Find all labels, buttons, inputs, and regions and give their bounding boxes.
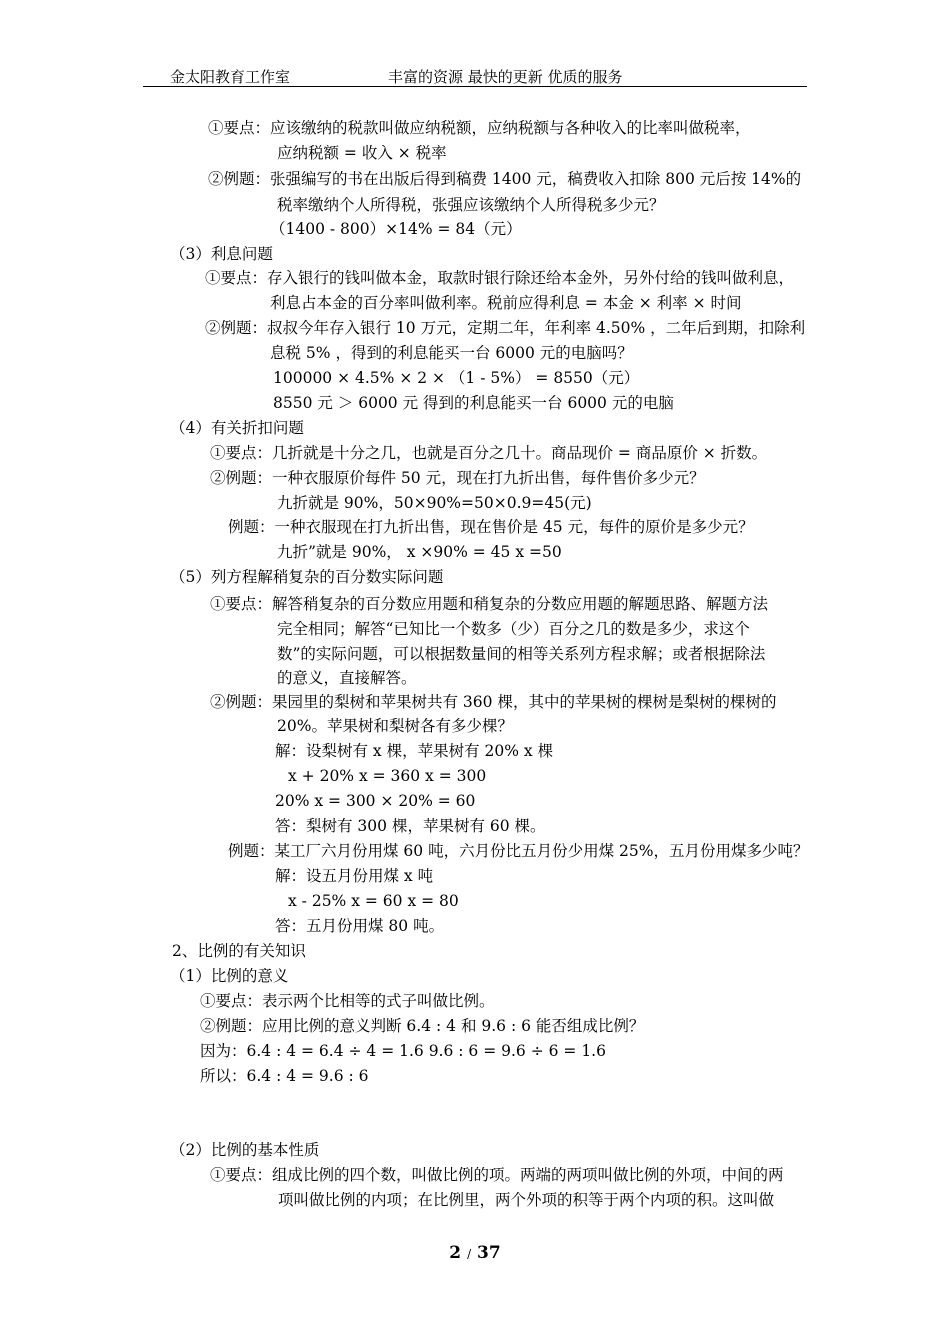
text-line: x + 20% x = 360 x = 300 xyxy=(288,767,487,785)
text-line: 九折”就是 90%， x ×90% = 45 x =50 xyxy=(277,543,562,561)
text-line: ②例题：果园里的梨树和苹果树共有 360 棵，其中的苹果树的棵树是梨树的棵树的 xyxy=(210,693,777,711)
text-line: ①要点：存入银行的钱叫做本金，取款时银行除还给本金外，另外付给的钱叫做利息， xyxy=(205,269,795,287)
section-heading: （3）利息问题 xyxy=(170,245,273,263)
text-line: 8550 元 ＞ 6000 元 得到的利息能买一台 6000 元的电脑 xyxy=(273,394,674,412)
header-right-text: 丰富的资源 最快的更新 优质的服务 xyxy=(388,68,623,86)
current-page: 2 xyxy=(449,1243,462,1263)
text-line: 答：五月份用煤 80 吨。 xyxy=(275,917,445,935)
text-line: ①要点：几折就是十分之几，也就是百分之几十。商品现价 = 商品原价 × 折数。 xyxy=(210,444,768,462)
text-line: 100000 × 4.5% × 2 × （1 - 5%） = 8550（元） xyxy=(273,369,640,387)
page-separator: / xyxy=(467,1247,472,1261)
text-line: 九折就是 90%，50×90%=50×0.9=45(元) xyxy=(277,494,592,512)
text-line: 完全相同；解答“已知比一个数多（少）百分之几的数是多少，求这个 xyxy=(277,620,750,638)
text-line: 利息占本金的百分率叫做利率。税前应得利息 = 本金 × 利率 × 时间 xyxy=(270,294,742,312)
header-divider xyxy=(143,86,807,87)
section-heading: （2）比例的基本性质 xyxy=(170,1141,320,1159)
text-line: （1400 - 800）×14% = 84（元） xyxy=(270,220,522,238)
text-line: 的意义，直接解答。 xyxy=(277,669,417,687)
text-line: ②例题：叔叔今年存入银行 10 万元，定期二年，年利率 4.50% ，二年后到期，扣除利 xyxy=(205,319,806,337)
text-line: 20% x = 300 × 20% = 60 xyxy=(275,792,476,810)
text-line: ②例题：张强编写的书在出版后得到稿费 1400 元，稿费收入扣除 800 元后按 14%的 xyxy=(208,170,802,188)
text-line: ①要点：表示两个比相等的式子叫做比例。 xyxy=(200,992,495,1010)
text-line: 因为：6.4 : 4 = 6.4 ÷ 4 = 1.6 9.6 : 6 = 9.6 ÷ 6 = 1.6 xyxy=(200,1042,606,1060)
section-heading: （5）列方程解稍复杂的百分数实际问题 xyxy=(170,568,444,586)
text-line: 应纳税额 = 收入 × 税率 xyxy=(277,144,447,162)
text-line: 数”的实际问题，可以根据数量间的相等关系列方程求解；或者根据除法 xyxy=(277,645,766,663)
text-line: ②例题：一种衣服原价每件 50 元，现在打九折出售，每件售价多少元？ xyxy=(210,469,705,487)
text-line: 息税 5% ，得到的利息能买一台 6000 元的电脑吗？ xyxy=(270,344,633,362)
text-line: 税率缴纳个人所得税，张强应该缴纳个人所得税多少元？ xyxy=(277,196,665,214)
section-heading: （1）比例的意义 xyxy=(170,967,289,985)
text-line: 答：梨树有 300 棵，苹果树有 60 棵。 xyxy=(275,817,546,835)
header-left-text: 金太阳教育工作室 xyxy=(170,68,291,86)
text-line: 解：设五月份用煤 x 吨 xyxy=(275,867,434,885)
text-line: ①要点：组成比例的四个数，叫做比例的项。两端的两项叫做比例的外项，中间的两 xyxy=(210,1166,784,1184)
text-line: 例题：一种衣服现在打九折出售，现在售价是 45 元，每件的原价是多少元？ xyxy=(228,518,754,536)
text-line: 20%。苹果树和梨树各有多少棵？ xyxy=(277,717,513,735)
text-line: 解：设梨树有 x 棵，苹果树有 20% x 棵 xyxy=(275,742,554,760)
text-line: x - 25% x = 60 x = 80 xyxy=(288,892,459,910)
total-pages: 37 xyxy=(477,1243,501,1263)
section-heading: 2、比例的有关知识 xyxy=(172,942,306,960)
section-heading: （4）有关折扣问题 xyxy=(170,419,304,437)
text-line: ①要点：应该缴纳的税款叫做应纳税额，应纳税额与各种收入的比率叫做税率， xyxy=(208,119,751,137)
text-line: 项叫做比例的内项；在比例里，两个外项的积等于两个内项的积。这叫做 xyxy=(278,1191,775,1209)
text-line: ②例题：应用比例的意义判断 6.4 : 4 和 9.6 : 6 能否组成比例？ xyxy=(200,1017,645,1035)
page-number xyxy=(0,1243,950,1263)
text-line: ①要点：解答稍复杂的百分数应用题和稍复杂的分数应用题的解题思路、解题方法 xyxy=(210,595,769,613)
text-line: 所以：6.4 : 4 = 9.6 : 6 xyxy=(200,1067,369,1085)
text-line: 例题：某工厂六月份用煤 60 吨，六月份比五月份少用煤 25%，五月份用煤多少吨？ xyxy=(228,842,809,860)
